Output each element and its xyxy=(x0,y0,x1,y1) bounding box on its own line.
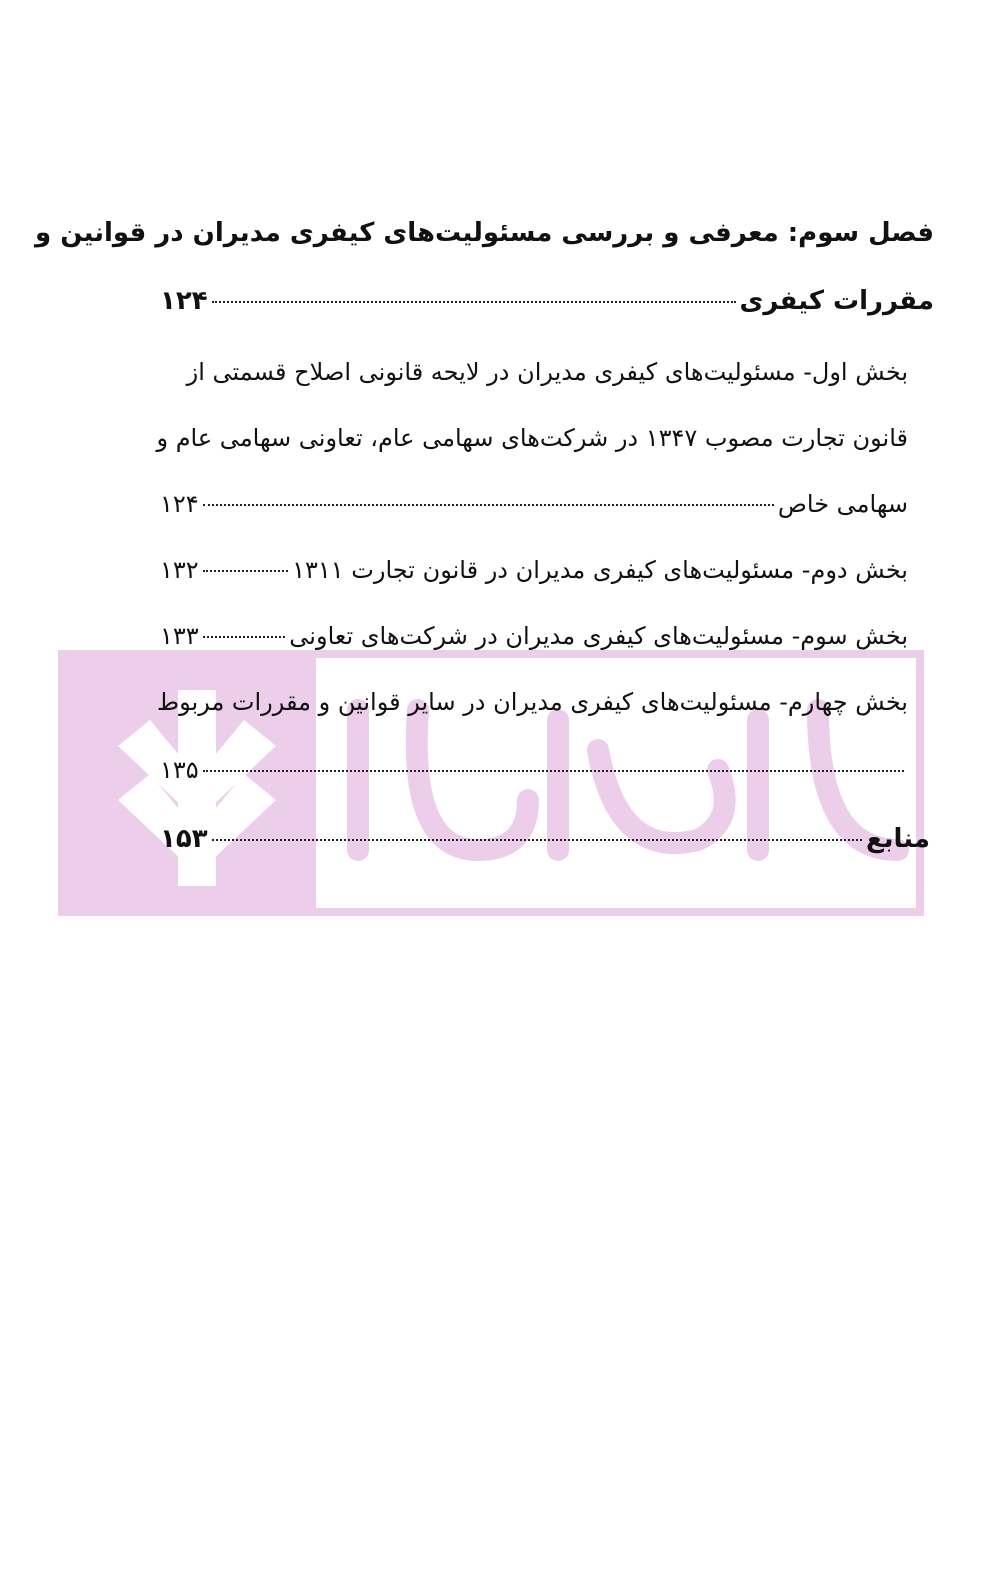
section-3-title: بخش سوم- مسئولیت‌های کیفری مدیران در شرکت‌های تعاونی xyxy=(289,622,908,650)
sources-page-number: ۱۵۳ xyxy=(160,824,208,854)
dot-leader xyxy=(212,838,862,841)
section-3-entry[interactable] xyxy=(160,622,908,650)
chapter-3-title-line-2: مقررات کیفری xyxy=(739,286,934,316)
section-4-entry[interactable] xyxy=(160,756,908,784)
section-1-line-3: سهامی خاص xyxy=(777,490,908,518)
section-2-entry[interactable] xyxy=(160,556,908,584)
section-4-page-number: ۱۳۵ xyxy=(160,756,199,784)
section-1-page-number: ۱۲۴ xyxy=(160,490,199,518)
section-2-title: بخش دوم- مسئولیت‌های کیفری مدیران در قانون تجارت ۱۳۱۱ xyxy=(292,556,908,584)
dot-leader xyxy=(203,569,288,572)
chapter-3-entry[interactable] xyxy=(160,286,934,316)
section-1-line-2: قانون تجارت مصوب ۱۳۴۷ در شرکت‌های سهامی عام، تعاونی سهامی عام و xyxy=(156,424,908,452)
sources-entry[interactable] xyxy=(160,824,930,854)
dot-leader xyxy=(203,635,286,638)
chapter-3-page-number: ۱۲۴ xyxy=(160,286,208,316)
sources-title: منابع xyxy=(866,824,930,854)
section-3-page-number: ۱۳۳ xyxy=(160,622,199,650)
section-2-page-number: ۱۳۲ xyxy=(160,556,199,584)
section-4-line-1: بخش چهارم- مسئولیت‌های کیفری مدیران در سایر قوانین و مقررات مربوط xyxy=(156,688,908,716)
section-1-entry[interactable] xyxy=(160,490,908,518)
dot-leader xyxy=(203,503,774,506)
chapter-3-title-line-1: فصل سوم: معرفی و بررسی مسئولیت‌های کیفری مدیران در قوانین و xyxy=(35,218,934,248)
dot-leader xyxy=(212,300,736,303)
dot-leader xyxy=(203,769,904,772)
section-1-line-1: بخش اول- مسئولیت‌های کیفری مدیران در لایحه قانونی اصلاح قسمتی از xyxy=(186,358,908,386)
